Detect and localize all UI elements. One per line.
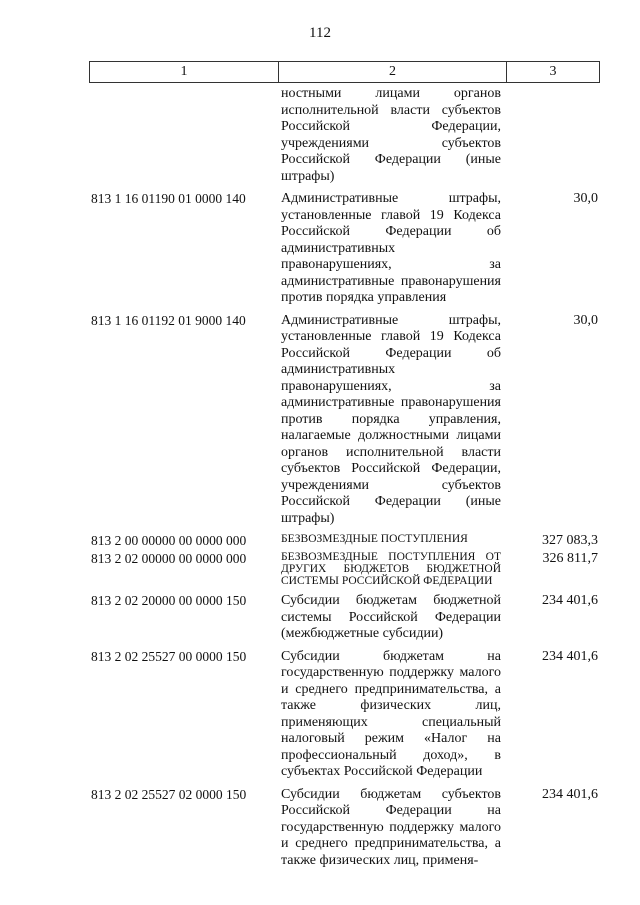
row-code: 813 2 02 25527 02 0000 150 [91, 786, 247, 802]
row-amount: 326 811,7 [542, 551, 598, 566]
row-amount: 30,0 [573, 312, 598, 328]
table-row [89, 593, 600, 643]
table-row [89, 551, 600, 587]
row-code: 813 2 00 00000 00 0000 000 [91, 533, 247, 548]
row-description: БЕЗВОЗМЕЗДНЫЕ ПОСТУПЛЕНИЯ [281, 533, 468, 545]
row-code: 813 1 16 01192 01 9000 140 [91, 312, 246, 328]
row-code: 813 1 16 01190 01 0000 140 [91, 191, 246, 206]
table-row [89, 787, 600, 870]
table-row [89, 191, 600, 307]
row-description: Субсидии бюджетам бюджетной системы Российской Федерации (межбюджетные субсидии) [281, 593, 501, 641]
row-description: Административные штрафы, установленные главой 19 Кодекса Российской Федерации об административных правонарушениях, за административные правонарушения против порядка управления, налагаемые должностными лицами органов исполнительной власти субъектов Российской Федерации, учреждениями субъектов Российской Федерации (иные штрафы) [281, 312, 501, 526]
column-header-3: 3 [549, 64, 557, 79]
row-description: ностными лицами органов исполнительной власти субъектов Российской Федерации, учреждениями субъектов Российской Федерации (иные штрафы) [281, 86, 501, 184]
table-row [89, 533, 600, 548]
table-header [89, 61, 600, 83]
page-number: 112 [309, 25, 331, 41]
table-row [89, 86, 600, 185]
row-code: 813 2 02 25527 00 0000 150 [91, 648, 247, 664]
table-row [89, 649, 600, 781]
table-row [89, 313, 600, 528]
row-code: 813 2 02 00000 00 0000 000 [91, 551, 247, 566]
row-description: Субсидии бюджетам на государственную поддержку малого и среднего предпринимательства, а также физических лиц, применяющих специальный налоговый режим «Налог на профессиональный доход», в субъектах Российской Федерации [281, 648, 501, 779]
row-description: Субсидии бюджетам субъектов Российской Федерации на государственную поддержку малого и среднего предпринимательства, а также физических лиц, применя- [281, 786, 501, 868]
row-amount: 234 401,6 [542, 786, 598, 802]
row-amount: 327 083,3 [542, 533, 598, 548]
row-code: 813 2 02 20000 00 0000 150 [91, 593, 247, 608]
column-header-1: 1 [90, 62, 279, 82]
row-description: Административные штрафы, установленные главой 19 Кодекса Российской Федерации об административных правонарушениях, за административные правонарушения против порядка управления [281, 191, 501, 305]
row-amount: 234 401,6 [542, 593, 598, 608]
table-body [89, 86, 600, 875]
column-header-2: 2 [279, 62, 507, 82]
row-description: БЕЗВОЗМЕЗДНЫЕ ПОСТУПЛЕНИЯ ОТ ДРУГИХ БЮДЖЕТОВ БЮДЖЕТНОЙ СИСТЕМЫ РОССИЙСКОЙ ФЕДЕРАЦИИ [281, 551, 501, 587]
row-amount: 234 401,6 [542, 648, 598, 664]
row-amount: 30,0 [573, 191, 598, 206]
